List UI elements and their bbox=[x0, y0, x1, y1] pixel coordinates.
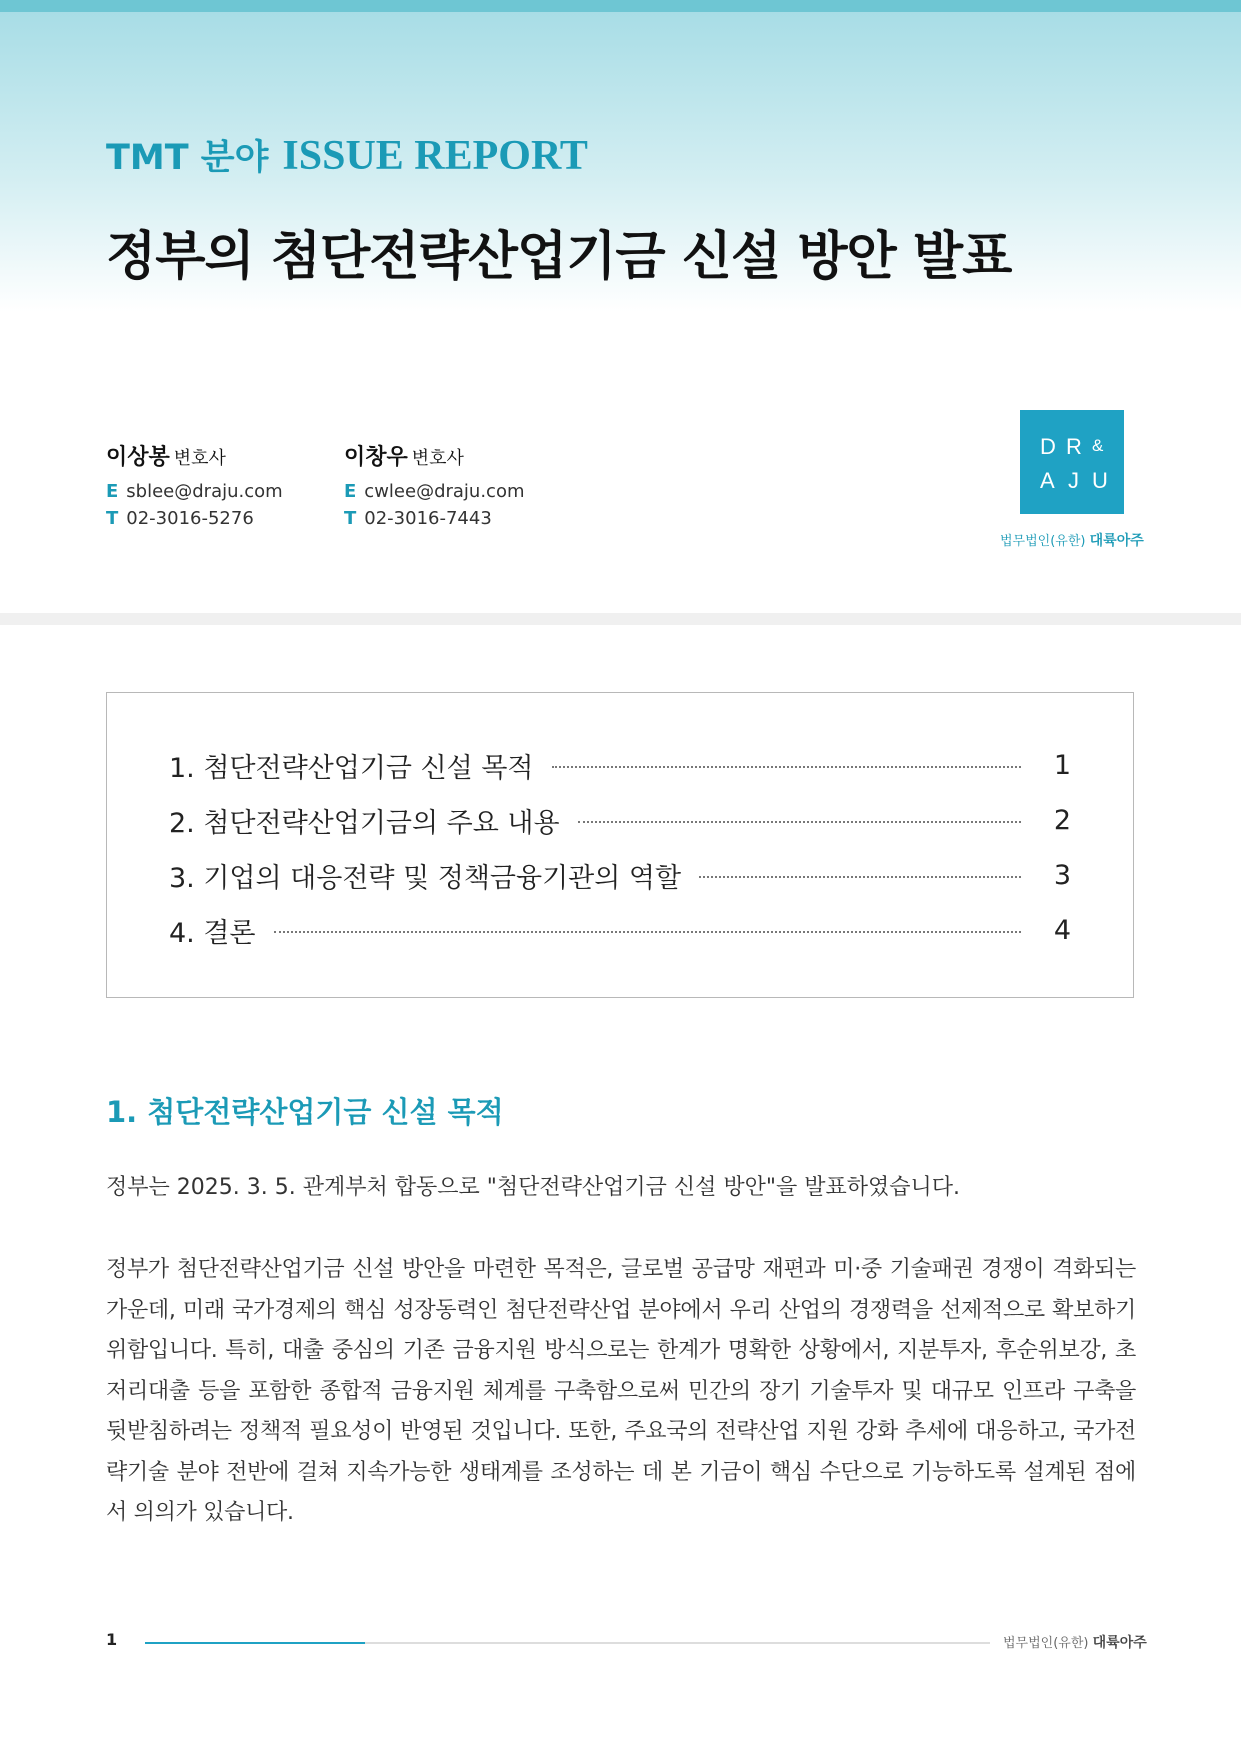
page-title: 정부의 첨단전략산업기금 신설 방안 발표 bbox=[106, 227, 1012, 287]
toc-item[interactable] bbox=[169, 910, 1071, 950]
logo-caption bbox=[1000, 530, 1144, 550]
logo-letter: U bbox=[1092, 468, 1108, 493]
author-card bbox=[344, 440, 525, 529]
firm-logo bbox=[1020, 410, 1124, 514]
logo-letter: R bbox=[1066, 434, 1082, 459]
logo-caption-prefix: 법무법인(유한) bbox=[1000, 534, 1086, 549]
table-of-contents bbox=[106, 692, 1134, 998]
section-heading: 1. 첨단전략산업기금 신설 목적 bbox=[106, 1095, 504, 1129]
toc-leader-dots bbox=[552, 766, 1022, 768]
footer-caption-name: 대륙아주 bbox=[1092, 1635, 1147, 1651]
toc-leader-dots bbox=[699, 876, 1021, 878]
toc-item-label: 1. 첨단전략산업기금 신설 목적 bbox=[169, 752, 534, 784]
toc-item-label: 4. 결론 bbox=[169, 917, 256, 949]
series-suffix: ISSUE REPORT bbox=[282, 133, 588, 179]
toc-item-label: 2. 첨단전략산업기금의 주요 내용 bbox=[169, 807, 560, 839]
logo-caption-name: 대륙아주 bbox=[1089, 533, 1144, 549]
page-number: 1 bbox=[106, 1630, 118, 1649]
author-tel-line bbox=[344, 508, 525, 529]
toc-item[interactable] bbox=[169, 800, 1071, 840]
body-paragraph: 정부가 첨단전략산업기금 신설 방안을 마련한 목적은, 글로벌 공급망 재편과 미·중 기술패권 경쟁이 격화되는 가운데, 미래 국가경제의 핵심 성장동력인 첨단전략산업 분야에서 우리 산업의 경쟁력을 선제적으로 확보하기 위함입니다. 특히, 대출 중심의 기존 금융지원 방식으로는 한계가 명확한 상황에서, 지분투자, 후순위보강, 초저리대출 등을 포함한 종합적 금융지원 체계를 구축함으로써 민간의 장기 기술투자 및 대규모 인프라 구축을 뒷받침하려는 정책적 필요성이 반영된 것입니다. 또한, 주요국의 전략산업 지원 강화 추세에 대응하고, 국가전략기술 분야 전반에 걸쳐 지속가능한 생태계를 조성하는 데 본 기금이 핵심 수단으로 기능하도록 설계된 점에서 의의가 있습니다. bbox=[106, 1257, 1136, 1525]
toc-item-label: 3. 기업의 대응전략 및 정책금융기관의 역할 bbox=[169, 862, 682, 894]
author-tel: 02-3016-7443 bbox=[364, 508, 492, 529]
footer-progress-line bbox=[145, 1642, 990, 1644]
email-key: E bbox=[106, 481, 119, 502]
toc-leader-dots bbox=[578, 821, 1021, 823]
toc-item-page: 3 bbox=[1053, 859, 1071, 891]
tel-key: T bbox=[106, 508, 119, 529]
author-role: 변호사 bbox=[411, 448, 464, 469]
series-prefix: TMT 분야 bbox=[106, 138, 269, 178]
footer-caption bbox=[1003, 1632, 1147, 1652]
tel-key: T bbox=[344, 508, 357, 529]
toc-item[interactable] bbox=[169, 745, 1071, 785]
toc-item-page: 1 bbox=[1053, 749, 1071, 781]
author-role: 변호사 bbox=[173, 448, 226, 469]
toc-item-page: 2 bbox=[1053, 804, 1071, 836]
body-paragraph: 정부는 2025. 3. 5. 관계부처 합동으로 "첨단전략산업기금 신설 방안"을 발표하였습니다. bbox=[106, 1175, 960, 1200]
author-tel: 02-3016-5276 bbox=[126, 508, 254, 529]
author-email-link[interactable]: sblee@draju.com bbox=[126, 481, 283, 502]
toc-item-page: 4 bbox=[1053, 914, 1071, 946]
author-email-link[interactable]: cwlee@draju.com bbox=[364, 481, 525, 502]
author-email-line bbox=[344, 481, 525, 502]
logo-letter: & bbox=[1092, 436, 1104, 455]
toc-leader-dots bbox=[274, 931, 1021, 933]
footer-progress-fill bbox=[145, 1642, 365, 1644]
toc-item[interactable] bbox=[169, 855, 1071, 895]
author-name: 이창우 bbox=[344, 445, 408, 470]
logo-letter: J bbox=[1068, 468, 1079, 493]
author-tel-line bbox=[106, 508, 283, 529]
email-key: E bbox=[344, 481, 357, 502]
author-email-line bbox=[106, 481, 283, 502]
report-series-label bbox=[106, 130, 588, 180]
logo-letter: A bbox=[1040, 468, 1055, 493]
author-card bbox=[106, 440, 283, 529]
author-name: 이상봉 bbox=[106, 445, 170, 470]
logo-letter: D bbox=[1040, 434, 1056, 459]
top-accent-bar bbox=[0, 0, 1241, 12]
footer-caption-prefix: 법무법인(유한) bbox=[1003, 1636, 1089, 1651]
section-divider bbox=[0, 613, 1241, 625]
